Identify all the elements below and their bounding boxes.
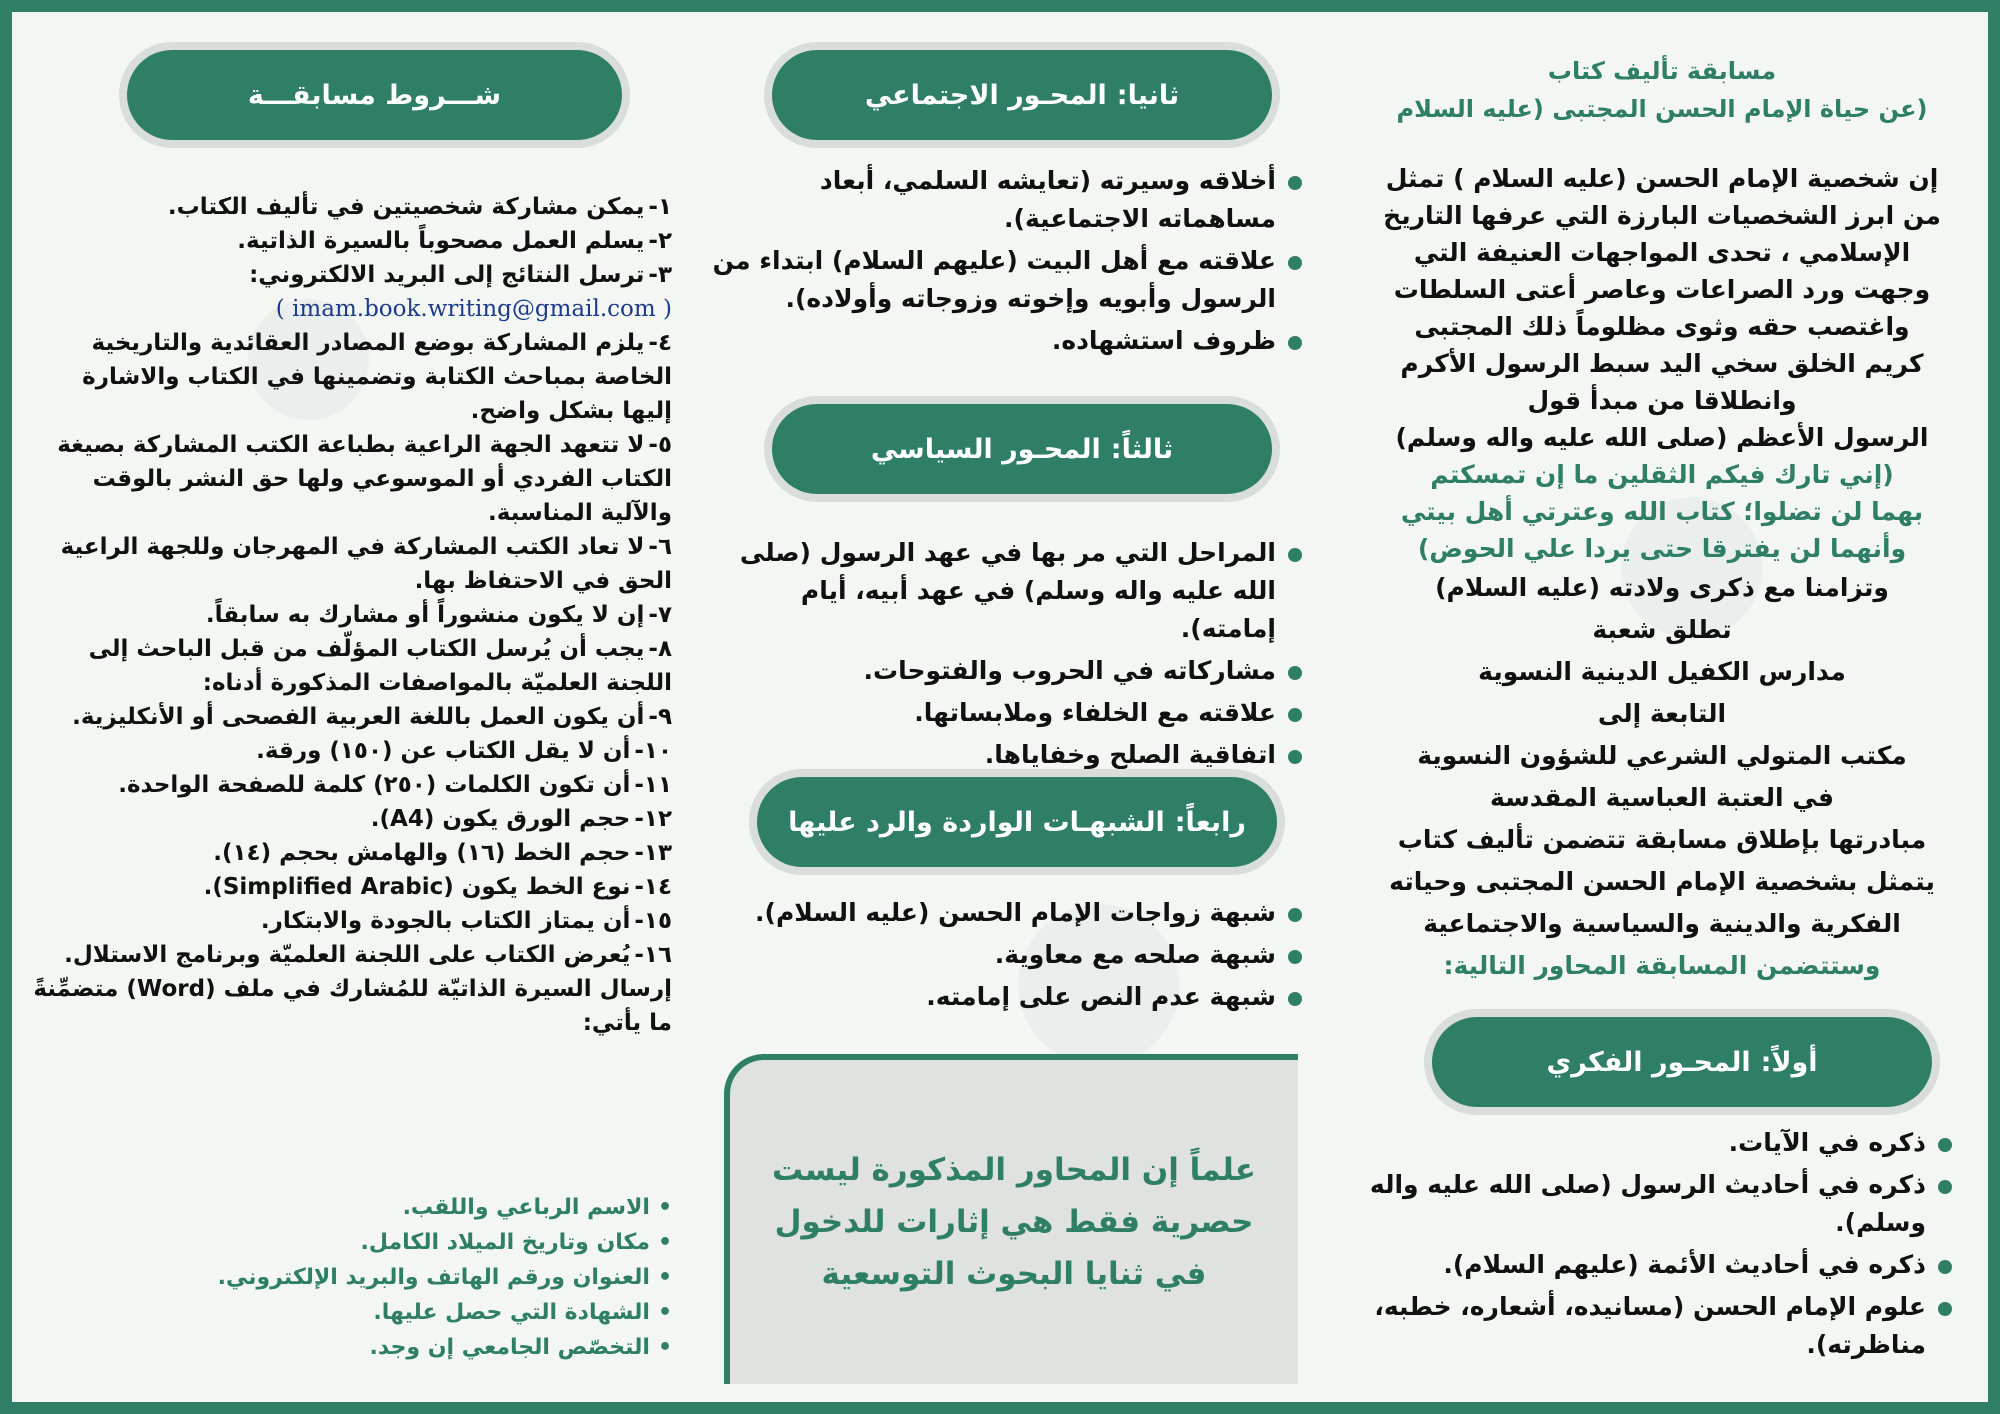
conditions-header — [127, 50, 622, 140]
note-box — [724, 1054, 1298, 1384]
announce-line: مكتب المتولي الشرعي للشؤون النسوية — [1417, 741, 1907, 770]
cv-intro: إرسال السيرة الذاتيّة للمُشارك في ملف (Word) متضمِّنةً ما يأتي: — [33, 976, 672, 1036]
axis-4-header — [757, 777, 1277, 867]
list-item: ذكره في أحاديث الرسول (صلى الله عليه واله وسلم). — [1362, 1166, 1952, 1242]
list-item: ذكره في أحاديث الأئمة (عليهم السلام). — [1362, 1246, 1952, 1284]
intro-paragraph — [1352, 160, 1972, 567]
condition-item: ٦-لا تعاد الكتب المشاركة في المهرجان وللجهة الراعية الحق في الاحتفاظ بها. — [60, 534, 672, 594]
condition-item: ١٦-يُعرض الكتاب على اللجنة العلميّة وبرنامج الاستلال. — [64, 942, 672, 968]
cv-item: •الشهادة التي حصل عليها. — [373, 1300, 672, 1325]
list-item: شبهة زواجات الإمام الحسن (عليه السلام). — [702, 894, 1302, 932]
bullet-icon — [1288, 708, 1302, 722]
list-item: ظروف استشهاده. — [702, 322, 1302, 360]
condition-item: ١-يمكن مشاركة شخصيتين في تأليف الكتاب. — [167, 194, 672, 220]
bullet-icon — [1938, 1138, 1952, 1152]
bullet-icon — [1288, 992, 1302, 1006]
title-line-2: (عن حياة الإمام الحسن المجتبى (عليه السلام — [1396, 95, 1928, 123]
bullet-icon — [1288, 750, 1302, 764]
announce-line: وتزامنا مع ذكرى ولادته (عليه السلام) — [1435, 573, 1889, 602]
announce-line: مبادرتها بإطلاق مسابقة تتضمن تأليف كتاب — [1397, 825, 1927, 854]
cv-item: •مكان وتاريخ الميلاد الكامل. — [360, 1230, 672, 1255]
bullet-icon — [1938, 1180, 1952, 1194]
condition-item: ٧-إن لا يكون منشوراً أو مشارك به سابقاً. — [205, 602, 672, 628]
cv-item: •العنوان ورقم الهاتف والبريد الإلكتروني. — [217, 1265, 672, 1290]
condition-item: ١١-أن تكون الكلمات (٢٥٠) كلمة للصفحة الواحدة. — [118, 772, 672, 798]
announcement-paragraph — [1352, 567, 1972, 987]
bullet-icon — [1288, 666, 1302, 680]
condition-item: ٨-يجب أن يُرسل الكتاب المؤلّف من قبل الباحث إلى اللجنة العلميّة بالمواصفات المذكورة أدناه: — [88, 636, 672, 696]
condition-item: ٢-يسلم العمل مصحوباً بالسيرة الذاتية. — [237, 228, 672, 254]
axis-1-label: المحـور الفكري — [1546, 1046, 1751, 1078]
cv-item: •التخصّص الجامعي إن وجد. — [369, 1335, 672, 1360]
axis-1-number: أولاً: — [1760, 1046, 1818, 1078]
list-item: علاقته مع الخلفاء وملابساتها. — [702, 694, 1302, 732]
intro-line: إن شخصية الإمام الحسن (عليه السلام ) تمثل — [1385, 164, 1939, 193]
bullet-icon — [1288, 256, 1302, 270]
contact-email[interactable]: ( imam.book.writing@gmail.com ) — [275, 296, 672, 322]
intro-line: من ابرز الشخصيات البارزة التي عرفها التاريخ — [1383, 201, 1941, 230]
announce-line: الفكرية والدينية والسياسية والاجتماعية — [1423, 909, 1901, 938]
note-text: علماً إن المحاور المذكورة ليست حصرية فقط هي إثارات للدخول في ثنايا البحوث التوسعية — [772, 1152, 1256, 1292]
bullet-icon — [1288, 548, 1302, 562]
axes-intro: وستتضمن المسابقة المحاور التالية: — [1443, 951, 1881, 980]
bullet-icon — [1938, 1260, 1952, 1274]
intro-line: كريم الخلق سخي اليد سبط الرسول الأكرم — [1400, 349, 1924, 378]
bullet-icon — [1288, 336, 1302, 350]
axis-4-label: الشبهـات الواردة والرد عليها — [788, 806, 1165, 838]
intro-line: واغتصب حقه وثوى مظلوماً ذلك المجتبى — [1414, 312, 1910, 341]
axis-3-number: ثالثاً: — [1110, 433, 1174, 465]
list-item: المراحل التي مر بها في عهد الرسول (صلى الله عليه واله وسلم) في عهد أبيه، أيام إمامته). — [702, 534, 1302, 648]
brochure-sheet — [12, 12, 1988, 1402]
cv-items-list — [32, 1190, 672, 1365]
list-item: علاقته مع أهل البيت (عليهم السلام) ابتداء من الرسول وأبويه وإخوته وزوجاته وأولاده). — [702, 242, 1302, 318]
announce-line: تطلق شعبة — [1592, 615, 1732, 644]
condition-item: ٤-يلزم المشاركة بوضع المصادر العقائدية والتاريخية الخاصة بمباحث الكتابة وتضمينها في الكتاب والاشارة إليها بشكل واضح. — [82, 330, 672, 424]
list-item: شبهة صلحه مع معاوية. — [702, 936, 1302, 974]
announce-line: مدارس الكفيل الدينية النسوية — [1478, 657, 1846, 686]
bullet-icon: • — [657, 1230, 672, 1255]
condition-item: ٥-لا تتعهد الجهة الراعية بطباعة الكتب المشاركة بصيغة الكتاب الفردي أو الموسوعي ولها حق النشر بالوقت والآلية المناسبة. — [57, 432, 672, 526]
condition-item: ٩-أن يكون العمل باللغة العربية الفصحى أو الأنكليزية. — [72, 704, 672, 730]
title-line-1: مسابقة تأليف كتاب — [1547, 57, 1777, 85]
axis-2-header — [772, 50, 1272, 140]
condition-item: ١٠-أن لا يقل الكتاب عن (١٥٠) ورقة. — [256, 738, 672, 764]
condition-item: ١٥-أن يمتاز الكتاب بالجودة والابتكار. — [260, 908, 672, 934]
list-item: علوم الإمام الحسن (مسانيده، أشعاره، خطبه، مناظرته). — [1362, 1288, 1952, 1364]
bullet-icon — [1938, 1302, 1952, 1316]
hadith-line: وأنهما لن يفترقا حتى يردا علي الحوض) — [1417, 534, 1907, 563]
competition-title — [1382, 52, 1942, 128]
axis-4-number: رابعاً: — [1174, 806, 1246, 838]
bullet-icon: • — [657, 1195, 672, 1220]
condition-item: ١٤-نوع الخط يكون (Simplified Arabic). — [203, 874, 672, 900]
intro-line: وانطلاقا من مبدأ قول — [1527, 386, 1797, 415]
announce-line: يتمثل بشخصية الإمام الحسن المجتبى وحياته — [1389, 867, 1935, 896]
axis-2-number: ثانيا: — [1116, 79, 1180, 111]
axis-3-list — [702, 534, 1302, 778]
announce-line: في العتبة العباسية المقدسة — [1490, 783, 1834, 812]
list-item: ذكره في الآيات. — [1362, 1124, 1952, 1162]
intro-line: الرسول الأعظم (صلى الله عليه واله وسلم) — [1395, 423, 1929, 452]
conditions-heading: شـــروط مسابقـــة — [247, 79, 502, 111]
bullet-icon: • — [657, 1300, 672, 1325]
announce-line: التابعة إلى — [1597, 699, 1727, 728]
bullet-icon: • — [657, 1265, 672, 1290]
axis-3-header — [772, 404, 1272, 494]
axis-1-header — [1432, 1017, 1932, 1107]
bullet-icon — [1288, 176, 1302, 190]
axis-2-list — [702, 162, 1302, 364]
list-item: أخلاقه وسيرته (تعايشه السلمي، أبعاد مساهماته الاجتماعية). — [702, 162, 1302, 238]
cv-item: •الاسم الرباعي واللقب. — [402, 1195, 672, 1220]
intro-line: الإسلامي ، تحدى المواجهات العنيفة التي — [1413, 238, 1911, 267]
axis-4-list — [702, 894, 1302, 1020]
conditions-list — [32, 190, 672, 1040]
list-item: اتفاقية الصلح وخفاياها. — [702, 736, 1302, 774]
right-column — [1352, 12, 1972, 1402]
bullet-icon — [1288, 950, 1302, 964]
hadith-line: (إني تارك فيكم الثقلين ما إن تمسكتم — [1430, 460, 1894, 489]
bullet-icon: • — [657, 1335, 672, 1360]
bullet-icon — [1288, 908, 1302, 922]
condition-item: ٣-ترسل النتائج إلى البريد الالكتروني: ( imam.book.writing@gmail.com ) — [32, 258, 672, 326]
hadith-line: بهما لن تضلوا؛ كتاب الله وعترتي أهل بيتي — [1400, 497, 1924, 526]
condition-item: ١٣-حجم الخط (١٦) والهامش بحجم (١٤). — [213, 840, 672, 866]
axis-3-label: المحـور السياسي — [870, 433, 1101, 465]
intro-line: وجهت ورد الصراعات وعاصر أعتى السلطات — [1393, 275, 1931, 304]
condition-item: ١٢-حجم الورق يكون (A4). — [370, 806, 672, 832]
axis-2-label: المحـور الاجتماعي — [864, 79, 1107, 111]
axis-1-list — [1362, 1124, 1952, 1368]
list-item: مشاركاته في الحروب والفتوحات. — [702, 652, 1302, 690]
list-item: شبهة عدم النص على إمامته. — [702, 978, 1302, 1016]
left-column — [32, 12, 672, 1402]
